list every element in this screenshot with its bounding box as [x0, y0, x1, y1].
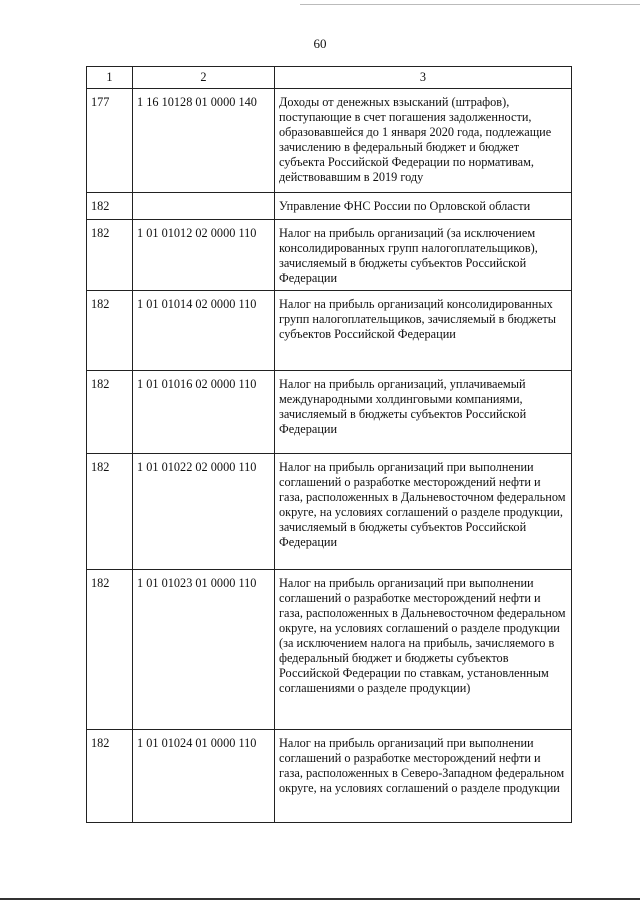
kbk-code-cell: 1 01 01014 02 0000 110: [133, 291, 275, 371]
revenue-name-cell: Налог на прибыль организаций (за исключением консолидированных групп налогоплательщиков), зачисляемый в бюджеты субъектов Российской Федерации: [275, 220, 572, 291]
page-number: 60: [313, 36, 327, 51]
kbk-code-cell: 1 01 01024 01 0000 110: [133, 730, 275, 823]
table-row: [87, 193, 572, 220]
kbk-code-cell: 1 01 01016 02 0000 110: [133, 371, 275, 454]
kbk-code-cell: 1 16 10128 01 0000 140: [133, 89, 275, 193]
revenue-name-cell: Налог на прибыль организаций при выполнении соглашений о разработке месторождений нефти и газа, расположенных в Дальневосточном федеральном округе, на условиях соглашений о разделе продукции (за исключением налога на прибыль, зачисляемого в федеральный бюджет и бюджеты субъектов Российской Федерации по ставкам, установленным соглашениями о разделе продукции): [275, 570, 572, 730]
table-row: [87, 220, 572, 291]
admin-code-cell: 182: [87, 220, 133, 291]
table-row: [87, 730, 572, 823]
admin-code-cell: 182: [87, 193, 133, 220]
revenue-name-cell: Доходы от денежных взысканий (штрафов), поступающие в счет погашения задолженности, образовавшейся до 1 января 2020 года, подлежащие зачислению в федеральный бюджет и бюджет субъекта Российской Федерации по нормативам, действовавшим в 2019 году: [275, 89, 572, 193]
admin-code-cell: 177: [87, 89, 133, 193]
revenue-name-cell: Управление ФНС России по Орловской области: [275, 193, 572, 220]
scan-edge-line: [300, 4, 640, 5]
kbk-code-cell: 1 01 01022 02 0000 110: [133, 454, 275, 570]
admin-code-cell: 182: [87, 291, 133, 371]
budget-classification-table: [86, 66, 572, 823]
revenue-name-cell: Налог на прибыль организаций консолидированных групп налогоплательщиков, зачисляемый в бюджеты субъектов Российской Федерации: [275, 291, 572, 371]
kbk-code-cell: 1 01 01023 01 0000 110: [133, 570, 275, 730]
admin-code-cell: 182: [87, 454, 133, 570]
table-row: [87, 89, 572, 193]
revenue-name-cell: Налог на прибыль организаций при выполнении соглашений о разработке месторождений нефти и газа, расположенных в Дальневосточном федеральном округе, на условиях соглашений о разделе продукции, зачисляемый в бюджеты субъектов Российской Федерации: [275, 454, 572, 570]
table-row: [87, 291, 572, 371]
admin-code-cell: 182: [87, 570, 133, 730]
table-row: [87, 371, 572, 454]
column-header-name: 3: [275, 67, 572, 89]
revenue-name-cell: Налог на прибыль организаций при выполнении соглашений о разработке месторождений нефти и газа, расположенных в Северо-Западном федеральном округе, на условиях соглашений о разделе продукции: [275, 730, 572, 823]
admin-code-cell: 182: [87, 730, 133, 823]
kbk-code-cell: [133, 193, 275, 220]
revenue-name-cell: Налог на прибыль организаций, уплачиваемый международными холдинговыми компаниями, зачисляемый в бюджеты субъектов Российской Федерации: [275, 371, 572, 454]
kbk-code-cell: 1 01 01012 02 0000 110: [133, 220, 275, 291]
table-row: [87, 454, 572, 570]
scan-bottom-edge: [0, 898, 640, 900]
column-header-code: 2: [133, 67, 275, 89]
table-header-row: [87, 67, 572, 89]
column-header-admin: 1: [87, 67, 133, 89]
admin-code-cell: 182: [87, 371, 133, 454]
table-row: [87, 570, 572, 730]
